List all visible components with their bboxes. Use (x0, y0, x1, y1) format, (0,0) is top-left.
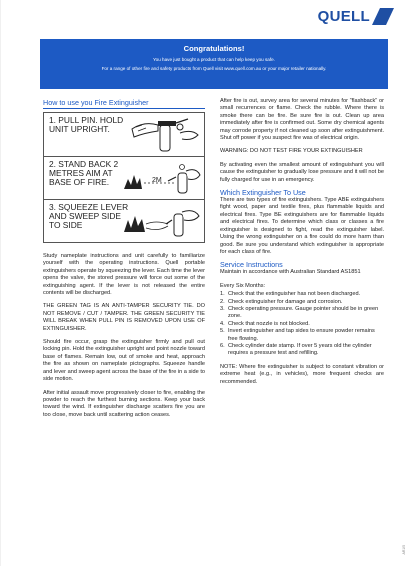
left-para-2: THE GREEN TAG IS AN ANTI-TAMPER SECURITY TIE. DO NOT REMOVE / CUT / TAMPER. THE GREEN SECURITY TIE WILL BREAK WHEN PULL PIN IS REMOVED UPON USE OF EXTINGUISHER. (43, 303, 205, 332)
right-column (220, 98, 384, 386)
list-item: 6. Check cylinder date stamp. If over 5 years old the cylinder requires a pressure test and refilling. (220, 342, 372, 357)
step-3-text: 3. SQUEEZE LEVER AND SWEEP SIDE TO SIDE (49, 202, 129, 230)
distance-label: 2M (152, 177, 162, 184)
quell-slash-icon (372, 8, 394, 25)
banner-line-2: For a range of other fire and safety products from Quell visit www.quell.com.au or your major retailer nationally. (101, 66, 327, 71)
right-para-1: After fire is out, survey area for several minutes for “flashback” or small recurrences or flame. Check the rubble. Where there is smoke there can be fire. Be sure fire is out. Clean up area immediately after fire is confirmed out. Some dry chemical agents may corrode property if not cleaned up soon after extinguishment. Shut off power if you suspect fire was of electrical origin. (220, 98, 384, 142)
right-para-3: By activating even the smallest amount of extinguishant you will cause the extinguisher to gradually lose pressure and it will not be fully charged for use in an emergency. (220, 161, 384, 183)
banner-title: Congratulations! (183, 44, 245, 53)
list-item: 3. Check operating pressure. Gauge pointer should be in green zone. (220, 305, 379, 320)
step-1 (44, 113, 204, 156)
steps-box (43, 112, 205, 243)
pull-pin-illustration-icon (122, 115, 202, 153)
left-para-4: After initial assault move progressively closer to fire, enabling the powder to reach the furthest burning sections. Keep your back toward the wind. If extinguisher discharge scatters fire you are too close, move back until scattering action ceases. (43, 389, 205, 418)
step-1-text: 1. PULL PIN. HOLD UNIT UPRIGHT. (49, 115, 124, 134)
service-title: Service Instructions (220, 260, 283, 270)
warning-text: WARNING: DO NOT TEST FIRE YOUR EXTINGUISHER (220, 148, 363, 155)
sweep-side-to-side-illustration-icon (122, 202, 202, 240)
banner-line-1: You have just bought a product that can help keep you safe. (153, 57, 275, 62)
step-3 (44, 199, 204, 242)
service-intro: Maintain in accordance with Australian Standard AS1851 (220, 269, 361, 276)
brand-name: QUELL (317, 8, 370, 25)
congratulations-banner (40, 39, 388, 89)
list-item: 2. Check extinguisher for damage and corrosion. (220, 298, 343, 305)
service-note: NOTE: Where fire extinguisher is subject to constant vibration or extreme heat (e.g., in vehicles), more frequent checks are recommended. (220, 363, 384, 385)
which-text: There are two types of fire extinguishers. Type ABE extinguishers fight wood, paper and textile fires, plus flammable liquids and electrical fires. Type BE extinguishers are for flammable liquids and electrical fires. To determine which class or classes a fire extinguisher is designed to fight, read the extinguisher label. Using the wrong extinguisher on a fire could do more harm than good. Be sure you understand which extinguisher is appropriate for each class of fire. (220, 197, 384, 255)
document-code: AR1/5 (402, 544, 406, 554)
which-title: Which Extinguisher To Use (220, 188, 306, 198)
step-2-text: 2. STAND BACK 2 METRES AIM AT BASE OF FIRE. (49, 159, 119, 187)
left-column (43, 98, 205, 419)
list-item: 5. Invert extinguisher and tap sides to ensure powder remains free flowing. (220, 328, 375, 342)
list-item: 4. Check that nozzle is not blocked. (220, 320, 310, 327)
list-item: 1. Check that the extinguisher has not been discharged. (220, 291, 361, 298)
step-2 (44, 156, 204, 199)
every-six-months-label: Every Six Months: (220, 282, 266, 289)
aim-at-base-illustration-icon (122, 159, 202, 197)
left-para-3: Should fire occur, grasp the extinguisher firmly and pull out locking pin. Hold the extinguisher upright and point nozzle toward base of flames. Remain low, out of smoke and heat, approach the fire as shown on nameplate pictographs. Squeeze handle and lever and sweep agent across the base of the fire in a side to side motion. (43, 339, 205, 383)
howto-title: How to use you Fire Extinguisher (43, 98, 205, 109)
service-checklist (220, 291, 384, 358)
left-para-1: Study nameplate instructions and unit carefully to familiarize yourself with the operating instructions. Quell portable extinguishers operate by squeezing the lever. Each time the lever opens the valve, the stored pressure will force out some of the extinguishing agent. If the lever is not released the entire contents will be discharged. (43, 253, 205, 297)
quell-logo (318, 8, 394, 25)
page-edge (0, 0, 1, 566)
